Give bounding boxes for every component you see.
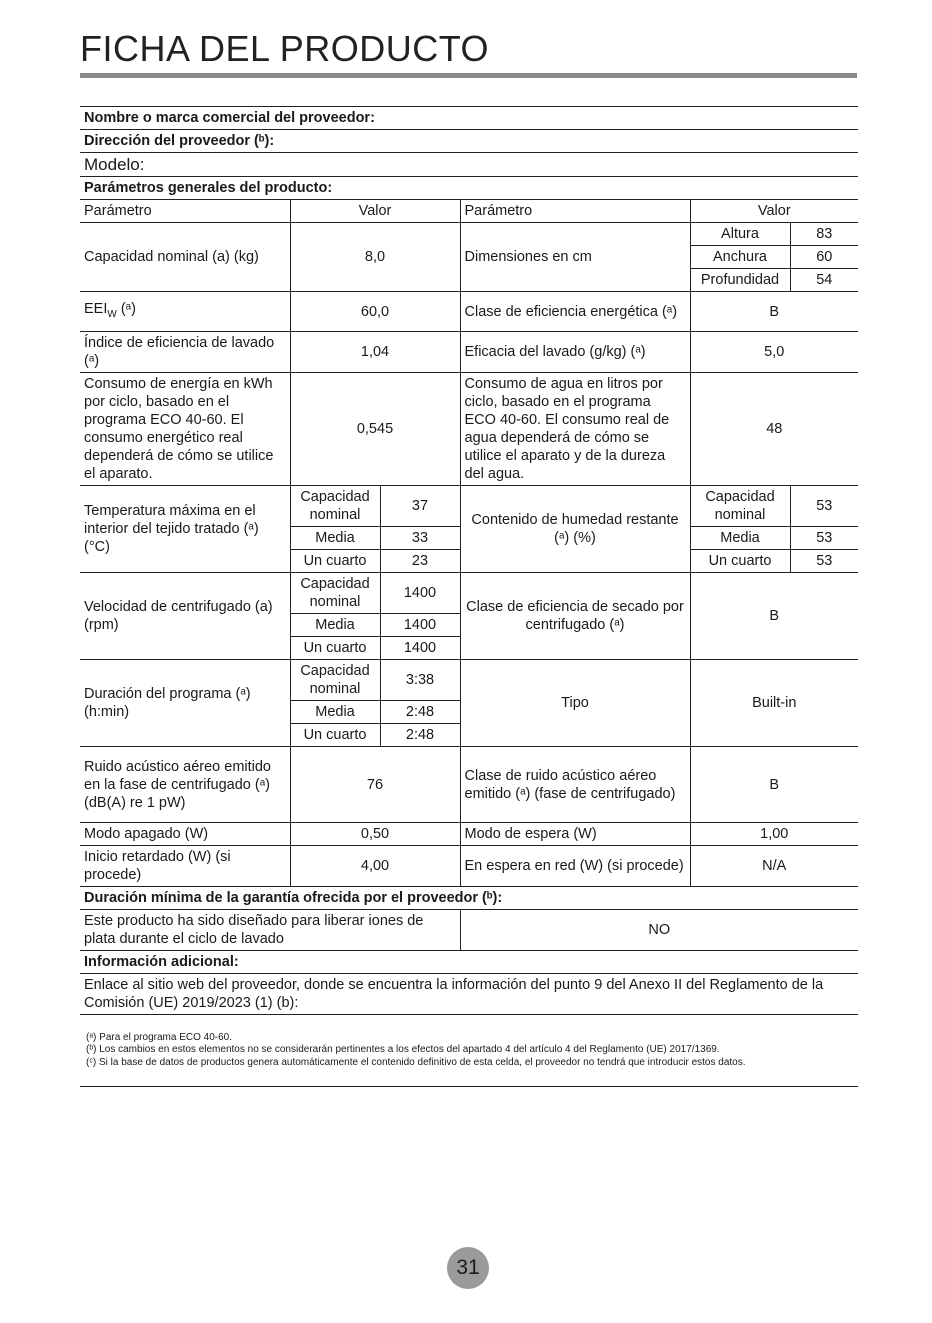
energy-consumption-value: 0,545 xyxy=(290,373,460,486)
eei-label-main: EEI xyxy=(84,300,108,317)
footnote: (ᵇ) Los cambios en estos elementos no se considerarán pertinentes a los efectos del apartado 4 del artículo 4 del Reglamento (UE) 2017/1369. xyxy=(86,1044,720,1056)
header-value-left: Valor xyxy=(290,200,460,223)
network-standby-label: En espera en red (W) (si procede) xyxy=(460,846,690,887)
depth-label: Profundidad xyxy=(690,269,790,292)
product-fiche-table xyxy=(80,106,858,1087)
noise-value: 76 xyxy=(290,747,460,823)
standby-label: Modo de espera (W) xyxy=(460,823,690,846)
delay-start-value: 4,00 xyxy=(290,846,460,887)
width-label: Anchura xyxy=(690,246,790,269)
load-quarter-label: Un cuarto xyxy=(290,637,380,660)
supplier-name-label: Nombre o marca comercial del proveedor: xyxy=(80,107,858,130)
noise-class-label: Clase de ruido acústico aéreo emitido (ᵃ) (fase de centrifugado) xyxy=(460,747,690,823)
duration-quarter: 2:48 xyxy=(380,724,460,747)
energy-class-value: B xyxy=(690,292,858,332)
additional-info-heading: Información adicional: xyxy=(80,951,858,974)
eei-label-sub: W xyxy=(107,308,117,320)
title-rule xyxy=(80,73,857,78)
height-label: Altura xyxy=(690,223,790,246)
width-value: 60 xyxy=(790,246,858,269)
capacity-label: Capacidad nominal (a) (kg) xyxy=(80,223,290,292)
washing-index-label: Índice de eficiencia de lavado (ᵃ) xyxy=(80,332,290,373)
spin-speed-half: 1400 xyxy=(380,614,460,637)
spin-class-label: Clase de eficiencia de secado por centrifugado (ᵃ) xyxy=(460,573,690,660)
duration-half: 2:48 xyxy=(380,701,460,724)
duration-label: Duración del programa (ᵃ) (h:min) xyxy=(80,660,290,747)
header-param-right: Parámetro xyxy=(460,200,690,223)
load-quarter-label: Un cuarto xyxy=(290,550,380,573)
load-half-label: Media xyxy=(290,614,380,637)
silver-ions-label: Este producto ha sido diseñado para liberar iones de plata durante el ciclo de lavado xyxy=(80,910,460,951)
eei-value: 60,0 xyxy=(290,292,460,332)
energy-consumption-label: Consumo de energía en kWh por ciclo, basado en el programa ECO 40-60. El consumo energético real dependerá de cómo se utilice el aparato. xyxy=(80,373,290,486)
washing-efficacy-value: 5,0 xyxy=(690,332,858,373)
energy-class-label: Clase de eficiencia energética (ᵃ) xyxy=(460,292,690,332)
load-half-label: Media xyxy=(690,527,790,550)
eei-label-note: (ᵃ) xyxy=(116,300,136,317)
product-sheet xyxy=(80,106,858,1087)
max-temp-quarter: 23 xyxy=(380,550,460,573)
warranty-label: Duración mínima de la garantía ofrecida por el proveedor (ᵇ): xyxy=(80,887,858,910)
page-number-badge: 31 xyxy=(447,1247,489,1289)
moisture-label: Contenido de humedad restante (ᵃ) (%) xyxy=(460,486,690,573)
load-rated-label: Capacidad nominal xyxy=(290,660,380,701)
standby-value: 1,00 xyxy=(690,823,858,846)
footnotes xyxy=(80,1015,858,1087)
off-mode-value: 0,50 xyxy=(290,823,460,846)
general-params-heading: Parámetros generales del producto: xyxy=(80,177,858,200)
load-rated-label: Capacidad nominal xyxy=(690,486,790,527)
spin-speed-rated: 1400 xyxy=(380,573,460,614)
supplier-address-label: Dirección del proveedor (ᵇ): xyxy=(80,130,858,153)
header-param-left: Parámetro xyxy=(80,200,290,223)
moisture-quarter: 53 xyxy=(790,550,858,573)
network-standby-value: N/A xyxy=(690,846,858,887)
page-title: FICHA DEL PRODUCTO xyxy=(80,28,490,69)
load-half-label: Media xyxy=(290,527,380,550)
max-temp-rated: 37 xyxy=(380,486,460,527)
footnote: (ᵃ) Para el programa ECO 40-60. xyxy=(86,1031,233,1043)
max-temp-half: 33 xyxy=(380,527,460,550)
spin-speed-label: Velocidad de centrifugado (a) (rpm) xyxy=(80,573,290,660)
spin-class-value: B xyxy=(690,573,858,660)
depth-value: 54 xyxy=(790,269,858,292)
type-label: Tipo xyxy=(460,660,690,747)
duration-rated: 3:38 xyxy=(380,660,460,701)
water-consumption-label: Consumo de agua en litros por ciclo, basado en el programa ECO 40-60. El consumo real de agua dependerá de cómo se utilice el aparato y de la dureza del agua. xyxy=(460,373,690,486)
height-value: 83 xyxy=(790,223,858,246)
load-rated-label: Capacidad nominal xyxy=(290,573,380,614)
noise-label: Ruido acústico aéreo emitido en la fase de centrifugado (ᵃ) (dB(A) re 1 pW) xyxy=(80,747,290,823)
capacity-value: 8,0 xyxy=(290,223,460,292)
footnote: (ᶜ) Si la base de datos de productos genera automáticamente el contenido definitivo de esta celda, el proveedor no tendrá que introducir estos datos. xyxy=(86,1056,746,1068)
type-value: Built-in xyxy=(690,660,858,747)
noise-class-value: B xyxy=(690,747,858,823)
header-value-right: Valor xyxy=(690,200,858,223)
load-quarter-label: Un cuarto xyxy=(690,550,790,573)
load-rated-label: Capacidad nominal xyxy=(290,486,380,527)
moisture-half: 53 xyxy=(790,527,858,550)
weblink-text: Enlace al sitio web del proveedor, donde se encuentra la información del punto 9 del Anexo II del Reglamento de la Comisión (UE) 2019/2023 (1) (b): xyxy=(80,974,858,1015)
load-half-label: Media xyxy=(290,701,380,724)
spin-speed-quarter: 1400 xyxy=(380,637,460,660)
max-temp-label: Temperatura máxima en el interior del tejido tratado (ᵃ) (°C) xyxy=(80,486,290,573)
load-quarter-label: Un cuarto xyxy=(290,724,380,747)
model-label: Modelo: xyxy=(80,153,858,177)
washing-efficacy-label: Eficacia del lavado (g/kg) (ᵃ) xyxy=(460,332,690,373)
eei-label xyxy=(80,292,290,332)
water-consumption-value: 48 xyxy=(690,373,858,486)
delay-start-label: Inicio retardado (W) (si procede) xyxy=(80,846,290,887)
moisture-rated: 53 xyxy=(790,486,858,527)
dimensions-label: Dimensiones en cm xyxy=(460,223,690,292)
off-mode-label: Modo apagado (W) xyxy=(80,823,290,846)
silver-ions-value: NO xyxy=(460,910,858,951)
washing-index-value: 1,04 xyxy=(290,332,460,373)
